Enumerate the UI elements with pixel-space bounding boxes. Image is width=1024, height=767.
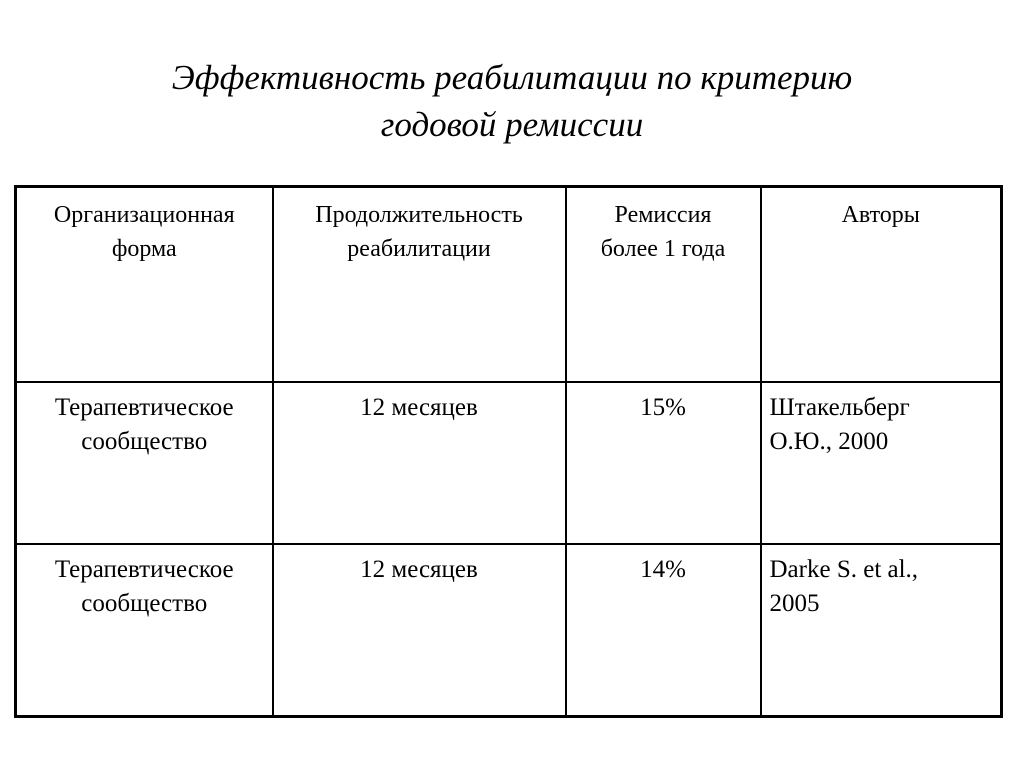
cell-authors [761,544,1002,717]
header-cell-form [16,187,273,383]
cell-authors-line-1: Штакельберг [769,394,910,421]
cell-form-line-2: сообщество [81,428,208,455]
header-cell-remission [566,187,761,383]
cell-remission [566,544,761,717]
header-remission-line-2: более 1 года [600,236,726,262]
cell-form-line-1: Терапевтическое [54,556,234,583]
cell-remission [566,382,761,544]
slide-title-line-1: Эффективность реабилитации по критерию [171,58,853,97]
cell-authors-line-2: 2005 [769,590,820,617]
cell-remission-value: 14% [640,556,686,583]
cell-duration-value: 12 месяцев [360,394,478,421]
effectiveness-table [14,185,1003,718]
header-cell-duration [273,187,566,383]
cell-form [16,382,273,544]
table-header-row [16,187,1002,383]
header-cell-authors [761,187,1002,383]
header-form-line-2: форма [111,236,177,262]
cell-duration [273,544,566,717]
header-authors-label: Авторы [841,202,920,228]
cell-authors-line-2: О.Ю., 2000 [769,428,889,455]
header-duration-line-2: реабилитации [347,236,491,262]
cell-form-line-1: Терапевтическое [54,394,234,421]
slide-title-line-2: годовой ремиссии [380,105,644,144]
slide-title [0,54,1024,148]
header-duration-line-1: Продолжительность [315,202,523,228]
cell-remission-value: 15% [640,394,686,421]
cell-form [16,544,273,717]
header-remission-line-1: Ремиссия [614,202,712,228]
cell-form-line-2: сообщество [81,590,208,617]
table-row [16,382,1002,544]
cell-authors-line-1: Darke S. et al., [769,556,919,583]
cell-duration [273,382,566,544]
cell-duration-value: 12 месяцев [360,556,478,583]
table-row [16,544,1002,717]
cell-authors [761,382,1002,544]
header-form-line-1: Организационная [53,202,235,228]
